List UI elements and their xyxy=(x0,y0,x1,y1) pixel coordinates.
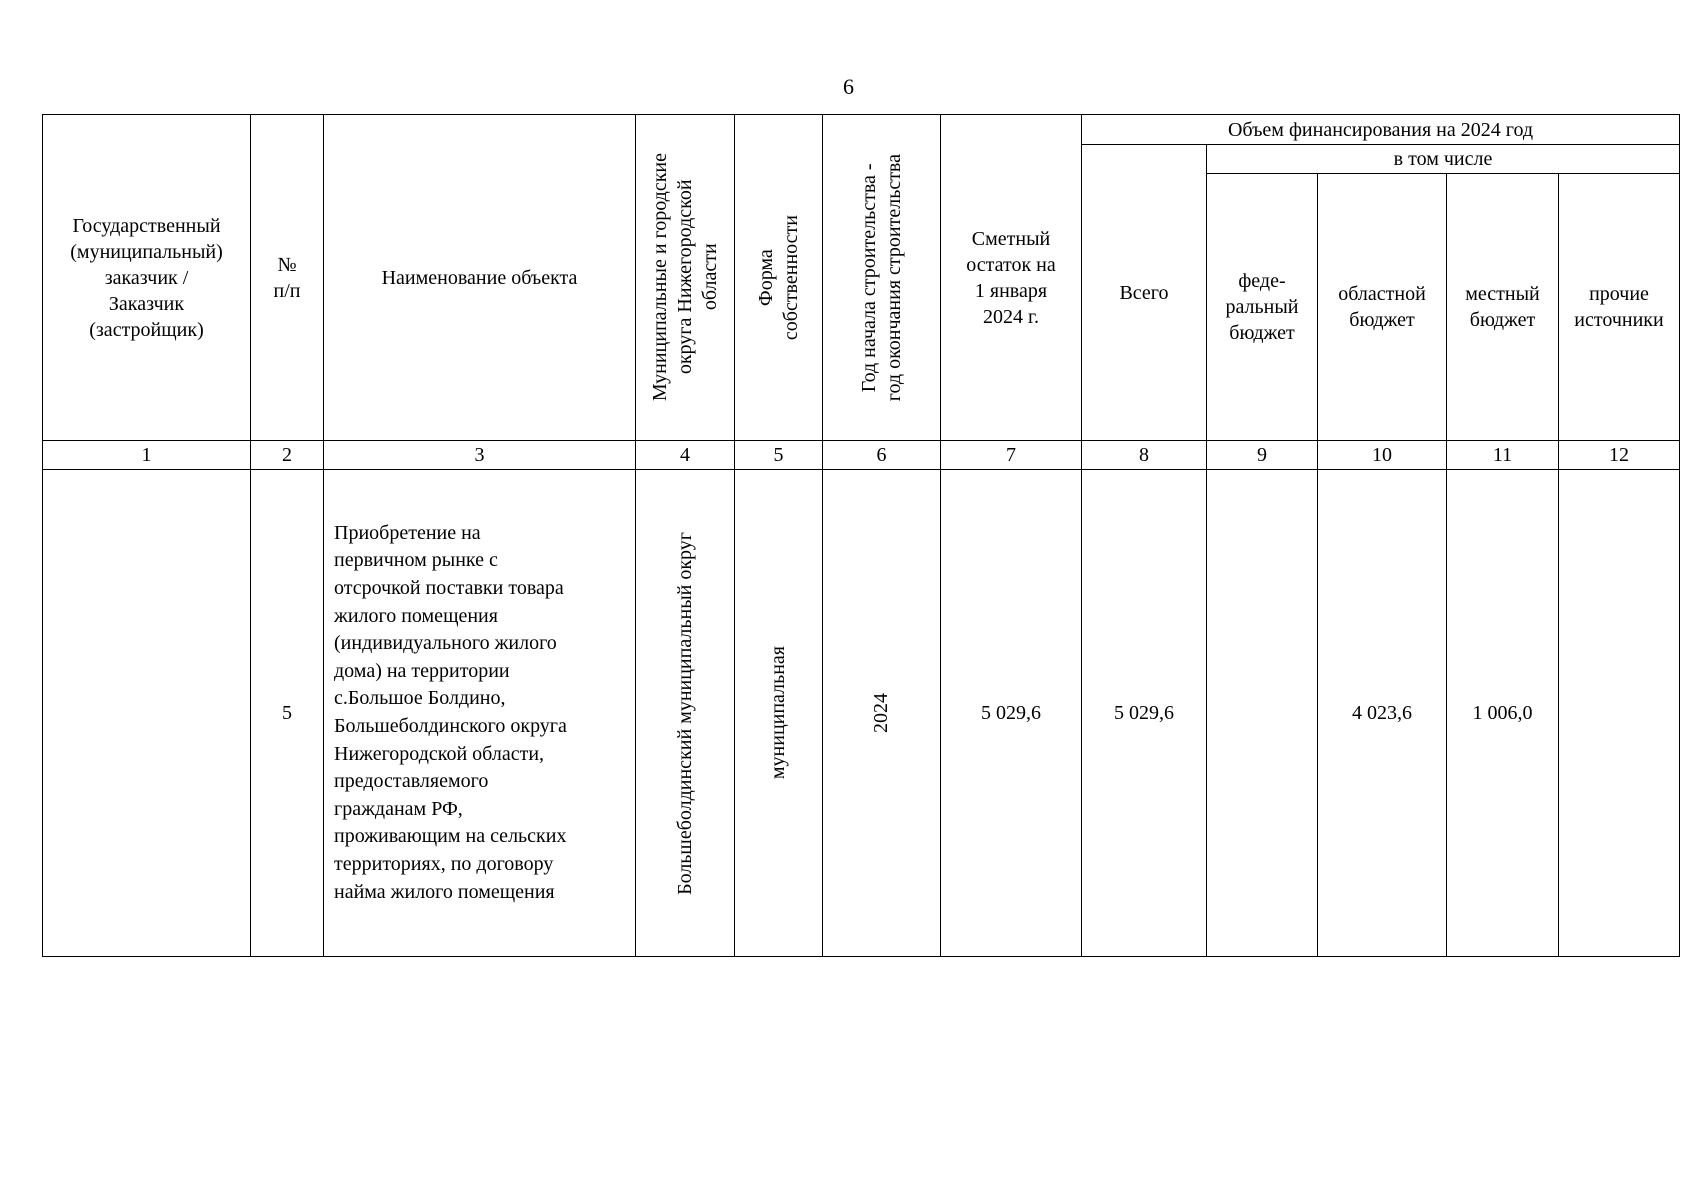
header-federal: феде- ральный бюджет xyxy=(1207,174,1318,441)
cell-federal xyxy=(1207,470,1318,957)
column-number: 8 xyxy=(1082,441,1207,470)
cell-object-name: Приобретение на первичном рынке с отсрочкой поставки товара жилого помещения (индивидуального жилого дома) на территории с.Большое Болдино, Большеболдинского округа Нижегородской области, предоставляемого гражданам РФ, проживающим на сельских территориях, по договору найма жилого помещения xyxy=(324,470,636,957)
header-ownership: Форма собственности xyxy=(735,115,823,441)
cell-balance: 5 029,6 xyxy=(941,470,1082,957)
cell-number: 5 xyxy=(251,470,324,957)
column-number: 9 xyxy=(1207,441,1318,470)
header-municipal: Муниципальные и городские округа Нижегородской области xyxy=(636,115,735,441)
column-number: 12 xyxy=(1559,441,1680,470)
cell-years: 2024 xyxy=(823,470,941,957)
cell-ownership: муниципальная xyxy=(735,470,823,957)
cell-total: 5 029,6 xyxy=(1082,470,1207,957)
cell-other xyxy=(1559,470,1680,957)
column-numbers-row xyxy=(43,441,1680,470)
header-financing: Объем финансирования на 2024 год xyxy=(1082,115,1680,145)
column-number: 11 xyxy=(1447,441,1559,470)
header-including: в том числе xyxy=(1207,145,1680,174)
header-other: прочие источники xyxy=(1559,174,1680,441)
header-balance: Сметный остаток на 1 января 2024 г. xyxy=(941,115,1082,441)
header-object-name: Наименование объекта xyxy=(324,115,636,441)
cell-municipal: Большеболдинский муниципальный округ xyxy=(636,470,735,957)
header-regional: областной бюджет xyxy=(1318,174,1447,441)
cell-local: 1 006,0 xyxy=(1447,470,1559,957)
cell-customer xyxy=(43,470,251,957)
column-number: 7 xyxy=(941,441,1082,470)
header-row-1 xyxy=(43,115,1680,145)
financing-table xyxy=(42,114,1680,957)
header-customer: Государственный (муниципальный) заказчик / Заказчик (застройщик) xyxy=(43,115,251,441)
header-total: Всего xyxy=(1082,145,1207,441)
header-local: местный бюджет xyxy=(1447,174,1559,441)
page-number: 6 xyxy=(843,74,854,99)
column-number: 6 xyxy=(823,441,941,470)
cell-regional: 4 023,6 xyxy=(1318,470,1447,957)
column-number: 4 xyxy=(636,441,735,470)
column-number: 1 xyxy=(43,441,251,470)
header-years: Год начала строительства - год окончания строительства xyxy=(823,115,941,441)
column-number: 3 xyxy=(324,441,636,470)
header-number: № п/п xyxy=(251,115,324,441)
column-number: 5 xyxy=(735,441,823,470)
column-number: 10 xyxy=(1318,441,1447,470)
column-number: 2 xyxy=(251,441,324,470)
table-row xyxy=(43,470,1680,957)
